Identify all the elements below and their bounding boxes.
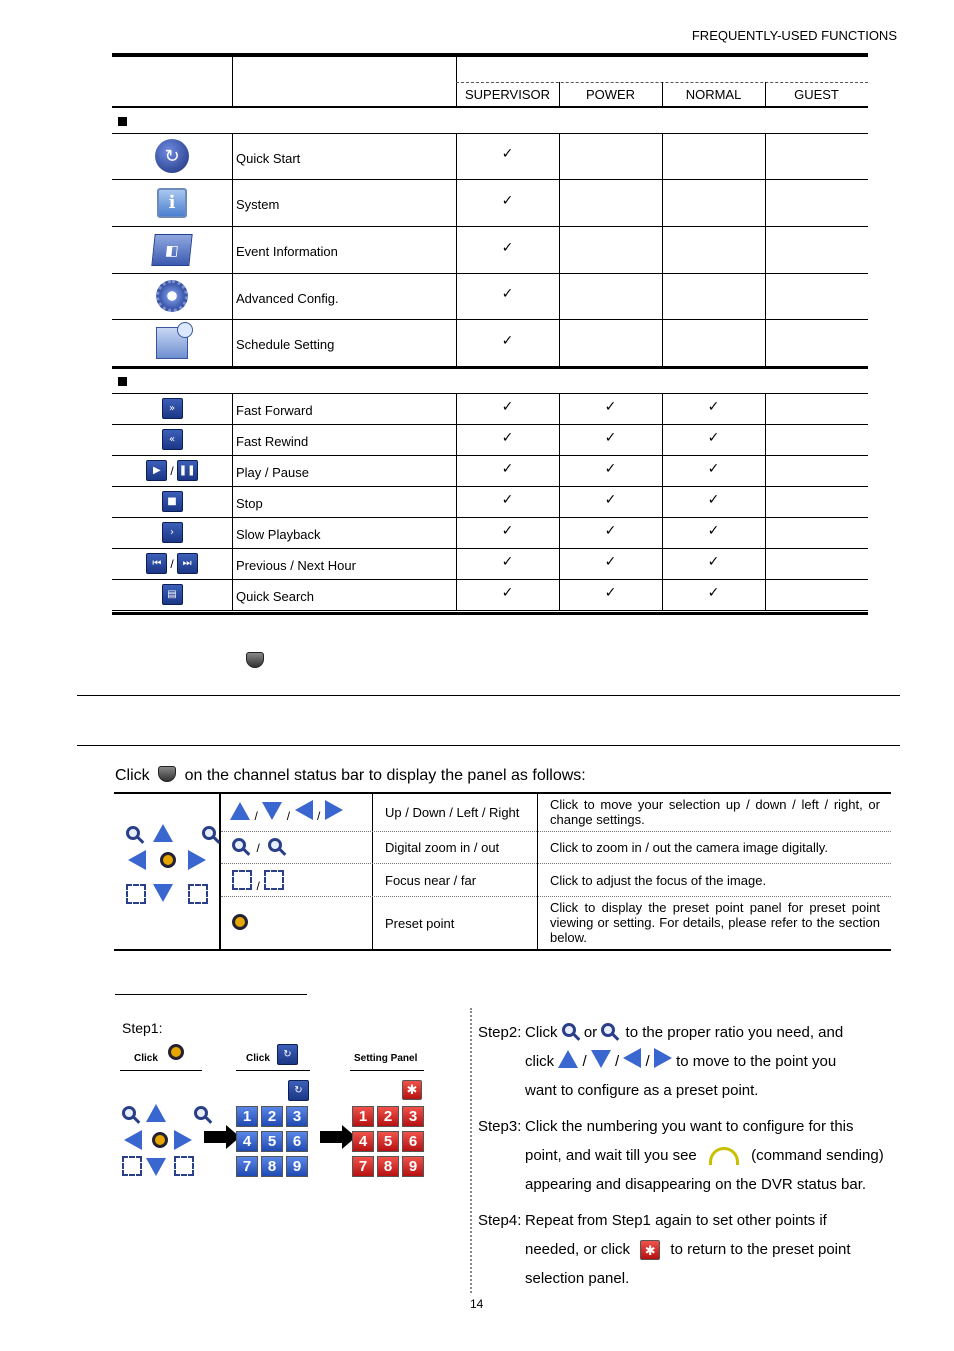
permission-check: ✓ [501, 286, 514, 302]
permission-check: ✓ [501, 398, 514, 415]
permission-check: ✓ [501, 146, 514, 162]
function-label: Slow Playback [236, 527, 321, 542]
col-guest: GUEST [794, 87, 839, 102]
page-number: 14 [470, 1297, 484, 1311]
ptz-description: Click to move your selection up / down / left / right, or change settings. [550, 797, 880, 827]
keypad-key-5[interactable]: 5 [377, 1131, 399, 1152]
permission-check: ✓ [604, 460, 617, 477]
keypad-key-8[interactable]: 8 [261, 1156, 283, 1177]
permission-check: ✓ [501, 239, 514, 256]
setting-panel-caption: Setting Panel [354, 1053, 418, 1064]
permission-check: ✓ [501, 522, 514, 539]
function-label: System [236, 197, 280, 212]
function-label: Fast Rewind [236, 434, 309, 449]
function-label: Advanced Config. [236, 290, 339, 306]
col-normal: NORMAL [685, 87, 742, 102]
ptz-description: Click to adjust the focus of the image. [550, 873, 767, 888]
keypad-key-7[interactable]: 7 [352, 1156, 374, 1177]
ptz-function: Up / Down / Left / Right [385, 805, 520, 820]
permission-check: ✓ [501, 332, 514, 349]
permission-check: ✓ [707, 429, 720, 446]
gear-icon: ✱ [402, 1080, 422, 1100]
left-arrow-icon [295, 800, 313, 820]
permission-check: ✓ [501, 429, 514, 446]
keypad-key-1[interactable]: 1 [236, 1106, 258, 1127]
keypad-key-3[interactable]: 3 [286, 1106, 308, 1127]
ptz-description: Click to zoom in / out the camera image digitally. [550, 840, 828, 855]
function-label: Previous / Next Hour [236, 558, 356, 573]
ptz-table [114, 792, 891, 951]
zoom-out-icon [268, 838, 282, 852]
function-label: Play / Pause [236, 465, 309, 480]
function-label: Quick Start [236, 150, 301, 166]
up-arrow-icon [558, 1050, 578, 1068]
gear-icon: ✱ [640, 1240, 660, 1260]
permission-check: ✓ [604, 584, 617, 601]
step1-label: Step1: [122, 1020, 163, 1036]
advanced-config-icon [156, 280, 188, 312]
fast-rewind-icon: « [162, 429, 183, 450]
click-caption: Click [246, 1053, 270, 1064]
previous-hour-icon: ⏮ [146, 553, 167, 574]
zoom-in-icon [232, 838, 246, 852]
function-label: Stop [236, 496, 263, 511]
refresh-icon: ↻ [277, 1044, 298, 1065]
right-arrow-icon [325, 800, 343, 820]
function-label: Quick Search [236, 589, 315, 604]
steps-text: Step2: Click or to the proper ratio you need, and click / / / to move to the point you want to configure as a preset point. Step3: Click the numbering you want to configure for this point, and wait till you see (command sending) appearing and disappearing on the DVR status bar. Step4: Repeat from Step1 again to set other points if needed, or click ✱ to return to the preset point selection panel. [478, 1024, 884, 1287]
play-icon: ▶ [146, 460, 167, 481]
permission-check: ✓ [707, 522, 720, 539]
ptz-function: Preset point [385, 916, 455, 931]
function-label: Fast Forward [236, 403, 313, 418]
keypad-key-8[interactable]: 8 [377, 1156, 399, 1177]
right-arrow-icon [654, 1048, 672, 1068]
function-label: Schedule Setting [236, 337, 335, 352]
focus-far-icon [264, 870, 284, 890]
left-arrow-icon [623, 1048, 641, 1068]
zoom-icons: / [232, 838, 282, 857]
permission-check: ✓ [707, 398, 720, 415]
permission-check: ✓ [604, 553, 617, 570]
permission-check: ✓ [604, 429, 617, 446]
command-sending-icon [709, 1147, 739, 1165]
col-power: POWER [585, 87, 636, 102]
permission-check: ✓ [501, 192, 514, 209]
arrow-right-icon [320, 1131, 344, 1143]
system-icon: i [157, 188, 187, 218]
refresh-icon: ↻ [288, 1080, 309, 1101]
next-hour-icon: ⏭ [177, 553, 198, 574]
keypad-key-6[interactable]: 6 [286, 1131, 308, 1152]
keypad-key-9[interactable]: 9 [402, 1156, 424, 1177]
slow-playback-icon: › [162, 522, 183, 543]
keypad-key-5[interactable]: 5 [261, 1131, 283, 1152]
permission-check: ✓ [604, 491, 617, 508]
ptz-function: Focus near / far [385, 873, 477, 888]
permission-check: ✓ [604, 522, 617, 539]
section-bullet [118, 109, 127, 133]
permissions-table: SUPERVISOR POWER NORMAL GUEST ↻ Quick Start ✓ i System ✓ ◧ Event Information ✓ Advanced Config. ✓ Schedule Setting ✓ » Fast Forward ✓ ✓ ✓ « Fast Rewind ✓ ✓ ✓ ▶ / ❚❚ Play / Pause ✓ ✓ ✓ ■ Stop ✓ ✓ ✓ › Slow Playback ✓ ✓ ✓ ⏮ / ⏭ Previous / Next Hour ✓ ✓ ✓ ▤ Quick Search ✓ ✓ ✓ [112, 53, 868, 618]
up-arrow-icon [230, 802, 250, 820]
focus-near-icon [232, 870, 252, 890]
click-caption: Click [134, 1053, 158, 1064]
arrow-right-icon [204, 1131, 228, 1143]
keypad-key-3[interactable]: 3 [402, 1106, 424, 1127]
permission-check: ✓ [501, 584, 514, 601]
permission-check: ✓ [501, 553, 514, 570]
event-information-icon: ◧ [151, 234, 192, 266]
down-arrow-icon [262, 802, 282, 820]
keypad-key-6[interactable]: 6 [402, 1131, 424, 1152]
ptz-dome-icon [246, 652, 264, 673]
permission-check: ✓ [501, 491, 514, 508]
zoom-out-icon [601, 1023, 615, 1037]
keypad-key-7[interactable]: 7 [236, 1156, 258, 1177]
zoom-in-icon [562, 1023, 576, 1037]
arrow-icons: / / / [230, 800, 343, 825]
permission-check: ✓ [707, 553, 720, 570]
keypad-key-1[interactable]: 1 [352, 1106, 374, 1127]
ptz-function: Digital zoom in / out [385, 840, 500, 855]
permission-check: ✓ [707, 460, 720, 477]
keypad-key-9[interactable]: 9 [286, 1156, 308, 1177]
preset-point-icon [232, 914, 248, 935]
function-label: Event Information [236, 244, 338, 259]
pause-icon: ❚❚ [177, 460, 198, 481]
ptz-description: Click to display the preset point panel for preset point viewing or setting. For details, please refer to the section below. [550, 900, 880, 945]
dome-camera-icon [158, 766, 176, 782]
keypad-key-2[interactable]: 2 [261, 1106, 283, 1127]
down-arrow-icon [591, 1050, 611, 1068]
quick-search-icon: ▤ [162, 584, 183, 605]
focus-icons: / [232, 870, 284, 895]
col-supervisor: SUPERVISOR [464, 87, 550, 102]
permission-check: ✓ [707, 491, 720, 508]
keypad-key-4[interactable]: 4 [236, 1131, 258, 1152]
permission-check: ✓ [604, 398, 617, 415]
page-header: FREQUENTLY-USED FUNCTIONS [691, 28, 897, 43]
ptz-panel-icon [122, 820, 212, 910]
keypad-key-2[interactable]: 2 [377, 1106, 399, 1127]
permission-check: ✓ [707, 584, 720, 601]
section-bullet [118, 369, 127, 393]
schedule-setting-icon [156, 327, 188, 359]
ptz-intro: Click on the channel status bar to display the panel as follows: [115, 767, 586, 784]
step1-illustration [120, 1042, 430, 1182]
permission-check: ✓ [501, 460, 514, 477]
stop-icon: ■ [162, 491, 183, 512]
keypad-key-4[interactable]: 4 [352, 1131, 374, 1152]
quick-start-icon: ↻ [155, 139, 189, 173]
fast-forward-icon: » [162, 398, 183, 419]
